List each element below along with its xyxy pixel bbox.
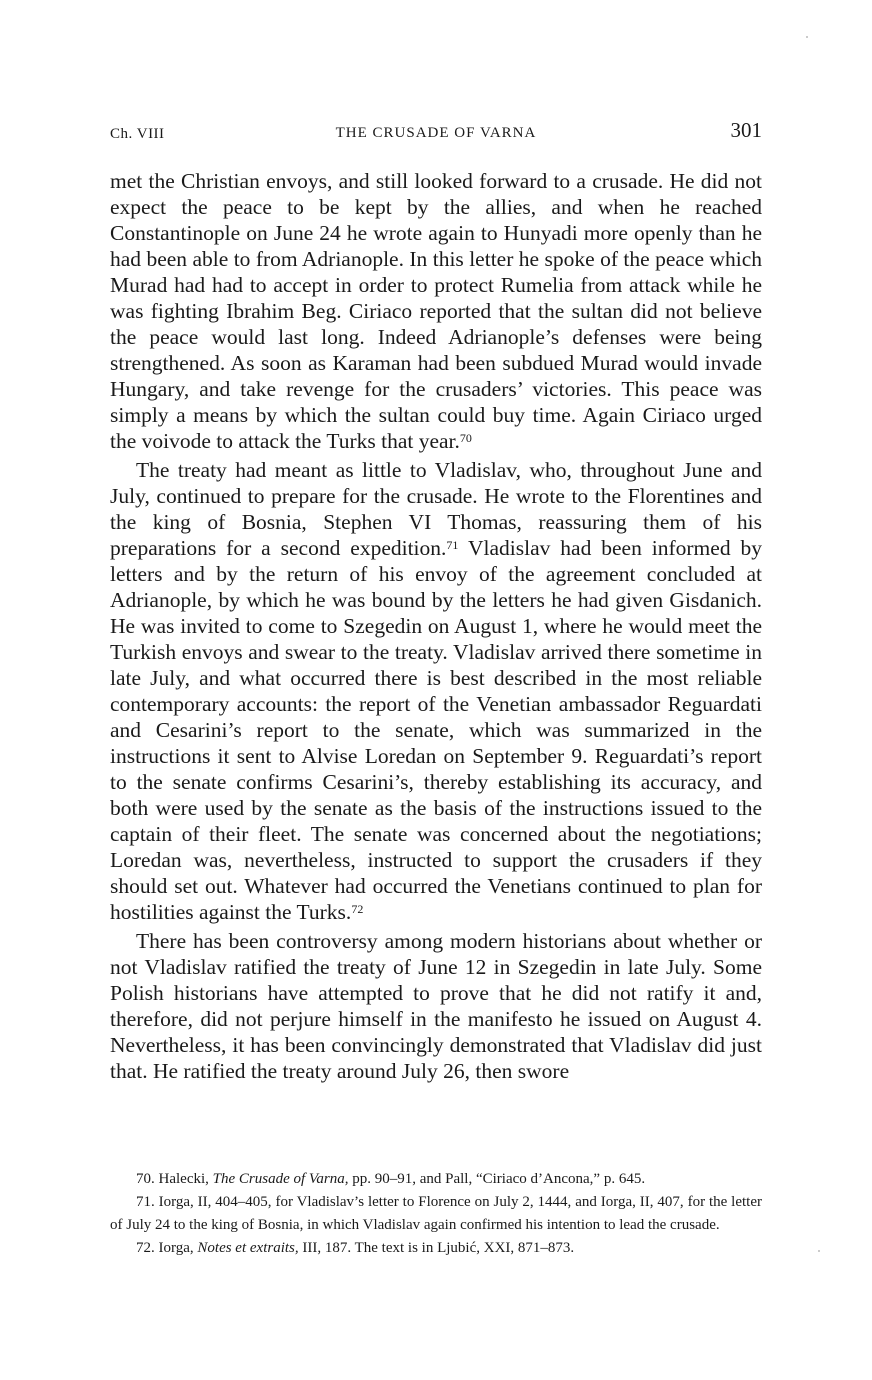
footnote-72-b: III, 187. The text is in Ljubić, XXI, 871–873.	[298, 1240, 575, 1256]
footnote-70-b: pp. 90–91, and Pall, “Ciriaco d’Ancona,” p. 645.	[348, 1171, 646, 1187]
footnotes	[110, 1168, 762, 1260]
paragraph-3-text: There has been controversy among modern historians about whether or not Vladislav ratified the treaty of June 12 in Szegedin in late July. Some Polish historians have attempted to prove that he did not ratify it and, therefore, did not perjure himself in the manifesto he issued on August 4. Nevertheless, it has been convincingly demonstrated that Vladislav did just that. He ratified the treaty around July 26, then swore	[110, 929, 762, 1083]
note-ref-71: 71	[446, 538, 459, 552]
chapter-label: Ch. VIII	[110, 126, 165, 142]
footnote-71	[110, 1191, 762, 1237]
footnote-70-a: 70. Halecki,	[136, 1171, 213, 1187]
paragraph-2-text-a: The treaty had meant as little to Vladislav, who, throughout June and July, continued to prepare for the crusade. He wrote to the Florentines and the king of Bosnia, Stephen VI Thomas, reassuring them of his preparations for a second expedition.	[110, 458, 762, 560]
footnote-70	[110, 1168, 762, 1191]
footnote-70-title: The Crusade of Varna,	[212, 1171, 349, 1187]
note-ref-72: 72	[351, 902, 364, 916]
paragraph-2	[110, 457, 762, 925]
scan-speck	[806, 36, 808, 38]
paragraph-1-text: met the Christian envoys, and still looked forward to a crusade. He did not expect the peace to be kept by the allies, and when he reached Constantinople on June 24 he wrote again to Hunyadi more openly than he had been able to from Adrianople. In this letter he spoke of the peace which Murad had had to accept in order to protect Rumelia from attack while he was fighting Ibrahim Beg. Ciriaco reported that the sultan did not believe the peace would last long. Indeed Adrianople’s defenses were being strengthened. As soon as Karaman had been subdued Murad would invade Hungary, and take revenge for the crusaders’ victories. This peace was simply a means by which the sultan could buy time. Again Ciriaco urged the voivode to attack the Turks that year.	[110, 169, 762, 453]
running-title: THE CRUSADE OF VARNA	[335, 125, 537, 141]
running-header	[110, 118, 762, 148]
footnote-72	[110, 1237, 762, 1260]
footnote-72-title: Notes et extraits,	[197, 1240, 299, 1256]
footnote-72-a: 72. Iorga,	[136, 1240, 198, 1256]
paragraph-3	[110, 928, 762, 1084]
note-ref-70: 70	[459, 431, 472, 445]
page-number: 301	[730, 118, 762, 142]
footnote-71-text: 71. Iorga, II, 404–405, for Vladislav’s letter to Florence on July 2, 1444, and Iorga, II, 407, for the letter of July 24 to the king of Bosnia, in which Vladislav again confirmed his intention to lead the crusade.	[110, 1194, 762, 1233]
paragraph-1	[110, 168, 762, 454]
scan-speck	[818, 1250, 820, 1252]
paragraph-2-text-b: Vladislav had been informed by letters and by the return of his envoy of the agreement concluded at Adrianople, by which he was bound by the letters he had given Gisdanich. He was invited to come to Szegedin on August 1, where he would meet the Turkish envoys and swear to the treaty. Vladislav arrived there sometime in late July, and what occurred there is best described in the most reliable contemporary accounts: the report of the Venetian ambassador Reguardati and Cesarini’s report to the senate, which was summarized in the instructions it sent to Alvise Loredan on September 9. Reguardati’s report to the senate confirms Cesarini’s, thereby establishing its accuracy, and both were used by the senate as the basis of the instructions issued to the captain of their fleet. The senate was concerned about the negotiations; Loredan was, nevertheless, instructed to support the crusaders if they should set out. Whatever had occurred the Venetians continued to plan for hostilities against the Turks.	[110, 536, 762, 924]
body-text	[110, 168, 762, 1087]
